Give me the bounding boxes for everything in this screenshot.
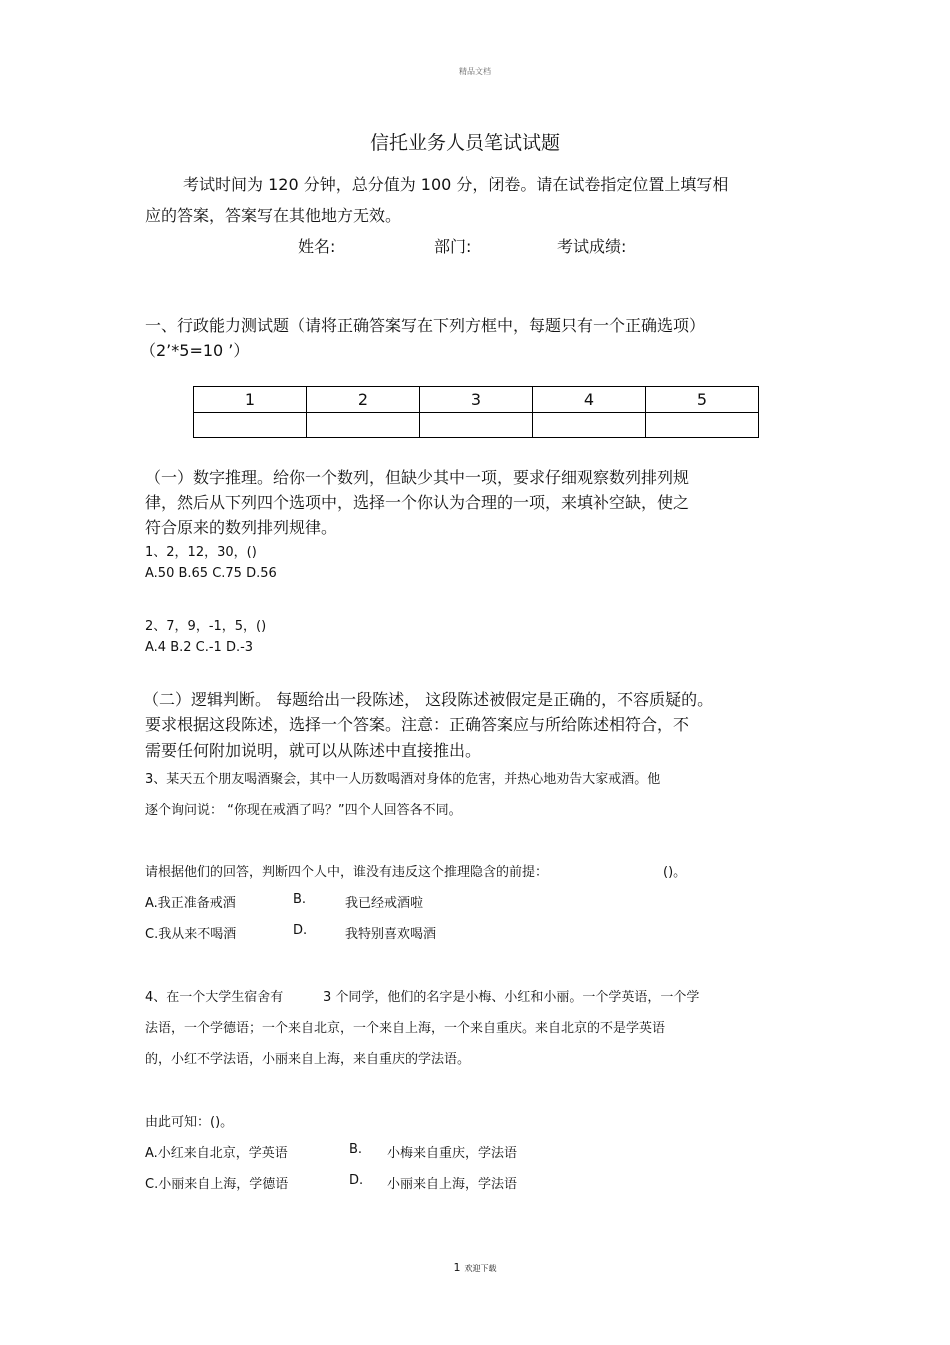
question-4-line-1a: 4、在一个大学生宿舍有 xyxy=(145,990,284,1005)
answer-table xyxy=(193,386,759,438)
answer-blank-cell[interactable] xyxy=(646,412,759,438)
question-3-option-b: 我已经戒酒啦 xyxy=(345,896,424,911)
page-footer xyxy=(0,1261,950,1274)
question-2-text: 2、7，9，-1，5，() xyxy=(145,619,267,634)
question-4-option-b-label: B. xyxy=(349,1142,363,1157)
page-title: 信托业务人员笔试试题 xyxy=(369,132,560,154)
answer-header-cell: 4 xyxy=(533,387,646,413)
question-4-option-c: C.小丽来自上海，学德语 xyxy=(145,1177,289,1192)
answer-blank-cell[interactable] xyxy=(420,412,533,438)
answer-blank-cell[interactable] xyxy=(533,412,646,438)
intro-line-2: 应的答案，答案写在其他地方无效。 xyxy=(145,206,402,225)
question-2-options: A.4 B.2 C.-1 D.-3 xyxy=(145,640,254,655)
answer-blank-cell[interactable] xyxy=(307,412,420,438)
question-1-text: 1、2，12，30，() xyxy=(145,545,257,560)
part-2-line-3: 需要任何附加说明，就可以从陈述中直接推出。 xyxy=(145,741,482,760)
answer-header-cell: 2 xyxy=(307,387,420,413)
intro-line-1: 考试时间为 120 分钟，总分值为 100 分，闭卷。请在试卷指定位置上填写相 xyxy=(183,175,729,194)
question-3-prompt: 请根据他们的回答，判断四个人中，谁没有违反这个推理隐含的前提： xyxy=(145,865,549,880)
answer-blank-cell[interactable] xyxy=(194,412,307,438)
part-1-line-1: （一）数字推理。给你一个数列，但缺少其中一项，要求仔细观察数列排列规 xyxy=(145,468,690,487)
part-1-line-3: 符合原来的数列排列规律。 xyxy=(145,518,338,537)
question-3-blank: ()。 xyxy=(663,865,687,880)
question-4-option-d-label: D. xyxy=(349,1173,364,1188)
question-4-option-b: 小梅来自重庆，学法语 xyxy=(387,1146,518,1161)
score-field-label: 考试成绩: xyxy=(557,237,627,256)
footer-note: 欢迎下载 xyxy=(464,1264,497,1273)
question-4-line-3: 的，小红不学法语，小丽来自上海，来自重庆的学法语。 xyxy=(145,1052,471,1067)
question-4-line-2: 法语，一个学德语；一个来自北京，一个来自上海，一个来自重庆。来自北京的不是学英语 xyxy=(145,1021,666,1036)
question-3-option-a: A.我正准备戒酒 xyxy=(145,896,236,911)
question-3-option-d: 我特别喜欢喝酒 xyxy=(345,927,437,942)
answer-table-blank-row xyxy=(194,412,759,438)
question-3-option-c: C.我从来不喝酒 xyxy=(145,927,237,942)
question-4-option-d: 小丽来自上海，学法语 xyxy=(387,1177,518,1192)
question-3-option-d-label: D. xyxy=(293,923,308,938)
section-1-heading: 一、行政能力测试题（请将正确答案写在下列方框中，每题只有一个正确选项） xyxy=(145,316,706,335)
question-3-option-b-label: B. xyxy=(293,892,307,907)
question-3-line-2: 逐个询问说： “你现在戒酒了吗？”四个人回答各不同。 xyxy=(145,803,462,818)
part-1-line-2: 律，然后从下列四个选项中，选择一个你认为合理的一项，来填补空缺，使之 xyxy=(145,493,690,512)
part-2-line-2: 要求根据这段陈述，选择一个答案。注意：正确答案应与所给陈述相符合，不 xyxy=(145,715,690,734)
answer-header-cell: 3 xyxy=(420,387,533,413)
question-4-prompt: 由此可知：()。 xyxy=(145,1115,234,1130)
question-4-line-1b: 3 个同学，他们的名字是小梅、小红和小丽。一个学英语，一个学 xyxy=(323,990,700,1005)
question-4-option-a: A.小红来自北京，学英语 xyxy=(145,1146,288,1161)
part-2-line-1: （二）逻辑判断。 每题给出一段陈述， 这段陈述被假定是正确的，不容质疑的。 xyxy=(143,690,714,709)
name-field-label: 姓名: xyxy=(298,237,336,256)
question-1-options: A.50 B.65 C.75 D.56 xyxy=(145,566,277,581)
dept-field-label: 部门: xyxy=(434,237,472,256)
header-note: 精品文档 xyxy=(459,67,491,76)
section-1-score: （2’*5=10 ’） xyxy=(140,341,250,360)
question-3-line-1: 3、某天五个朋友喝酒聚会，其中一人历数喝酒对身体的危害，并热心地劝告大家戒酒。他 xyxy=(145,772,661,787)
answer-header-cell: 1 xyxy=(194,387,307,413)
answer-table-header-row xyxy=(194,387,759,413)
page-number: 1 xyxy=(453,1261,461,1274)
answer-header-cell: 5 xyxy=(646,387,759,413)
